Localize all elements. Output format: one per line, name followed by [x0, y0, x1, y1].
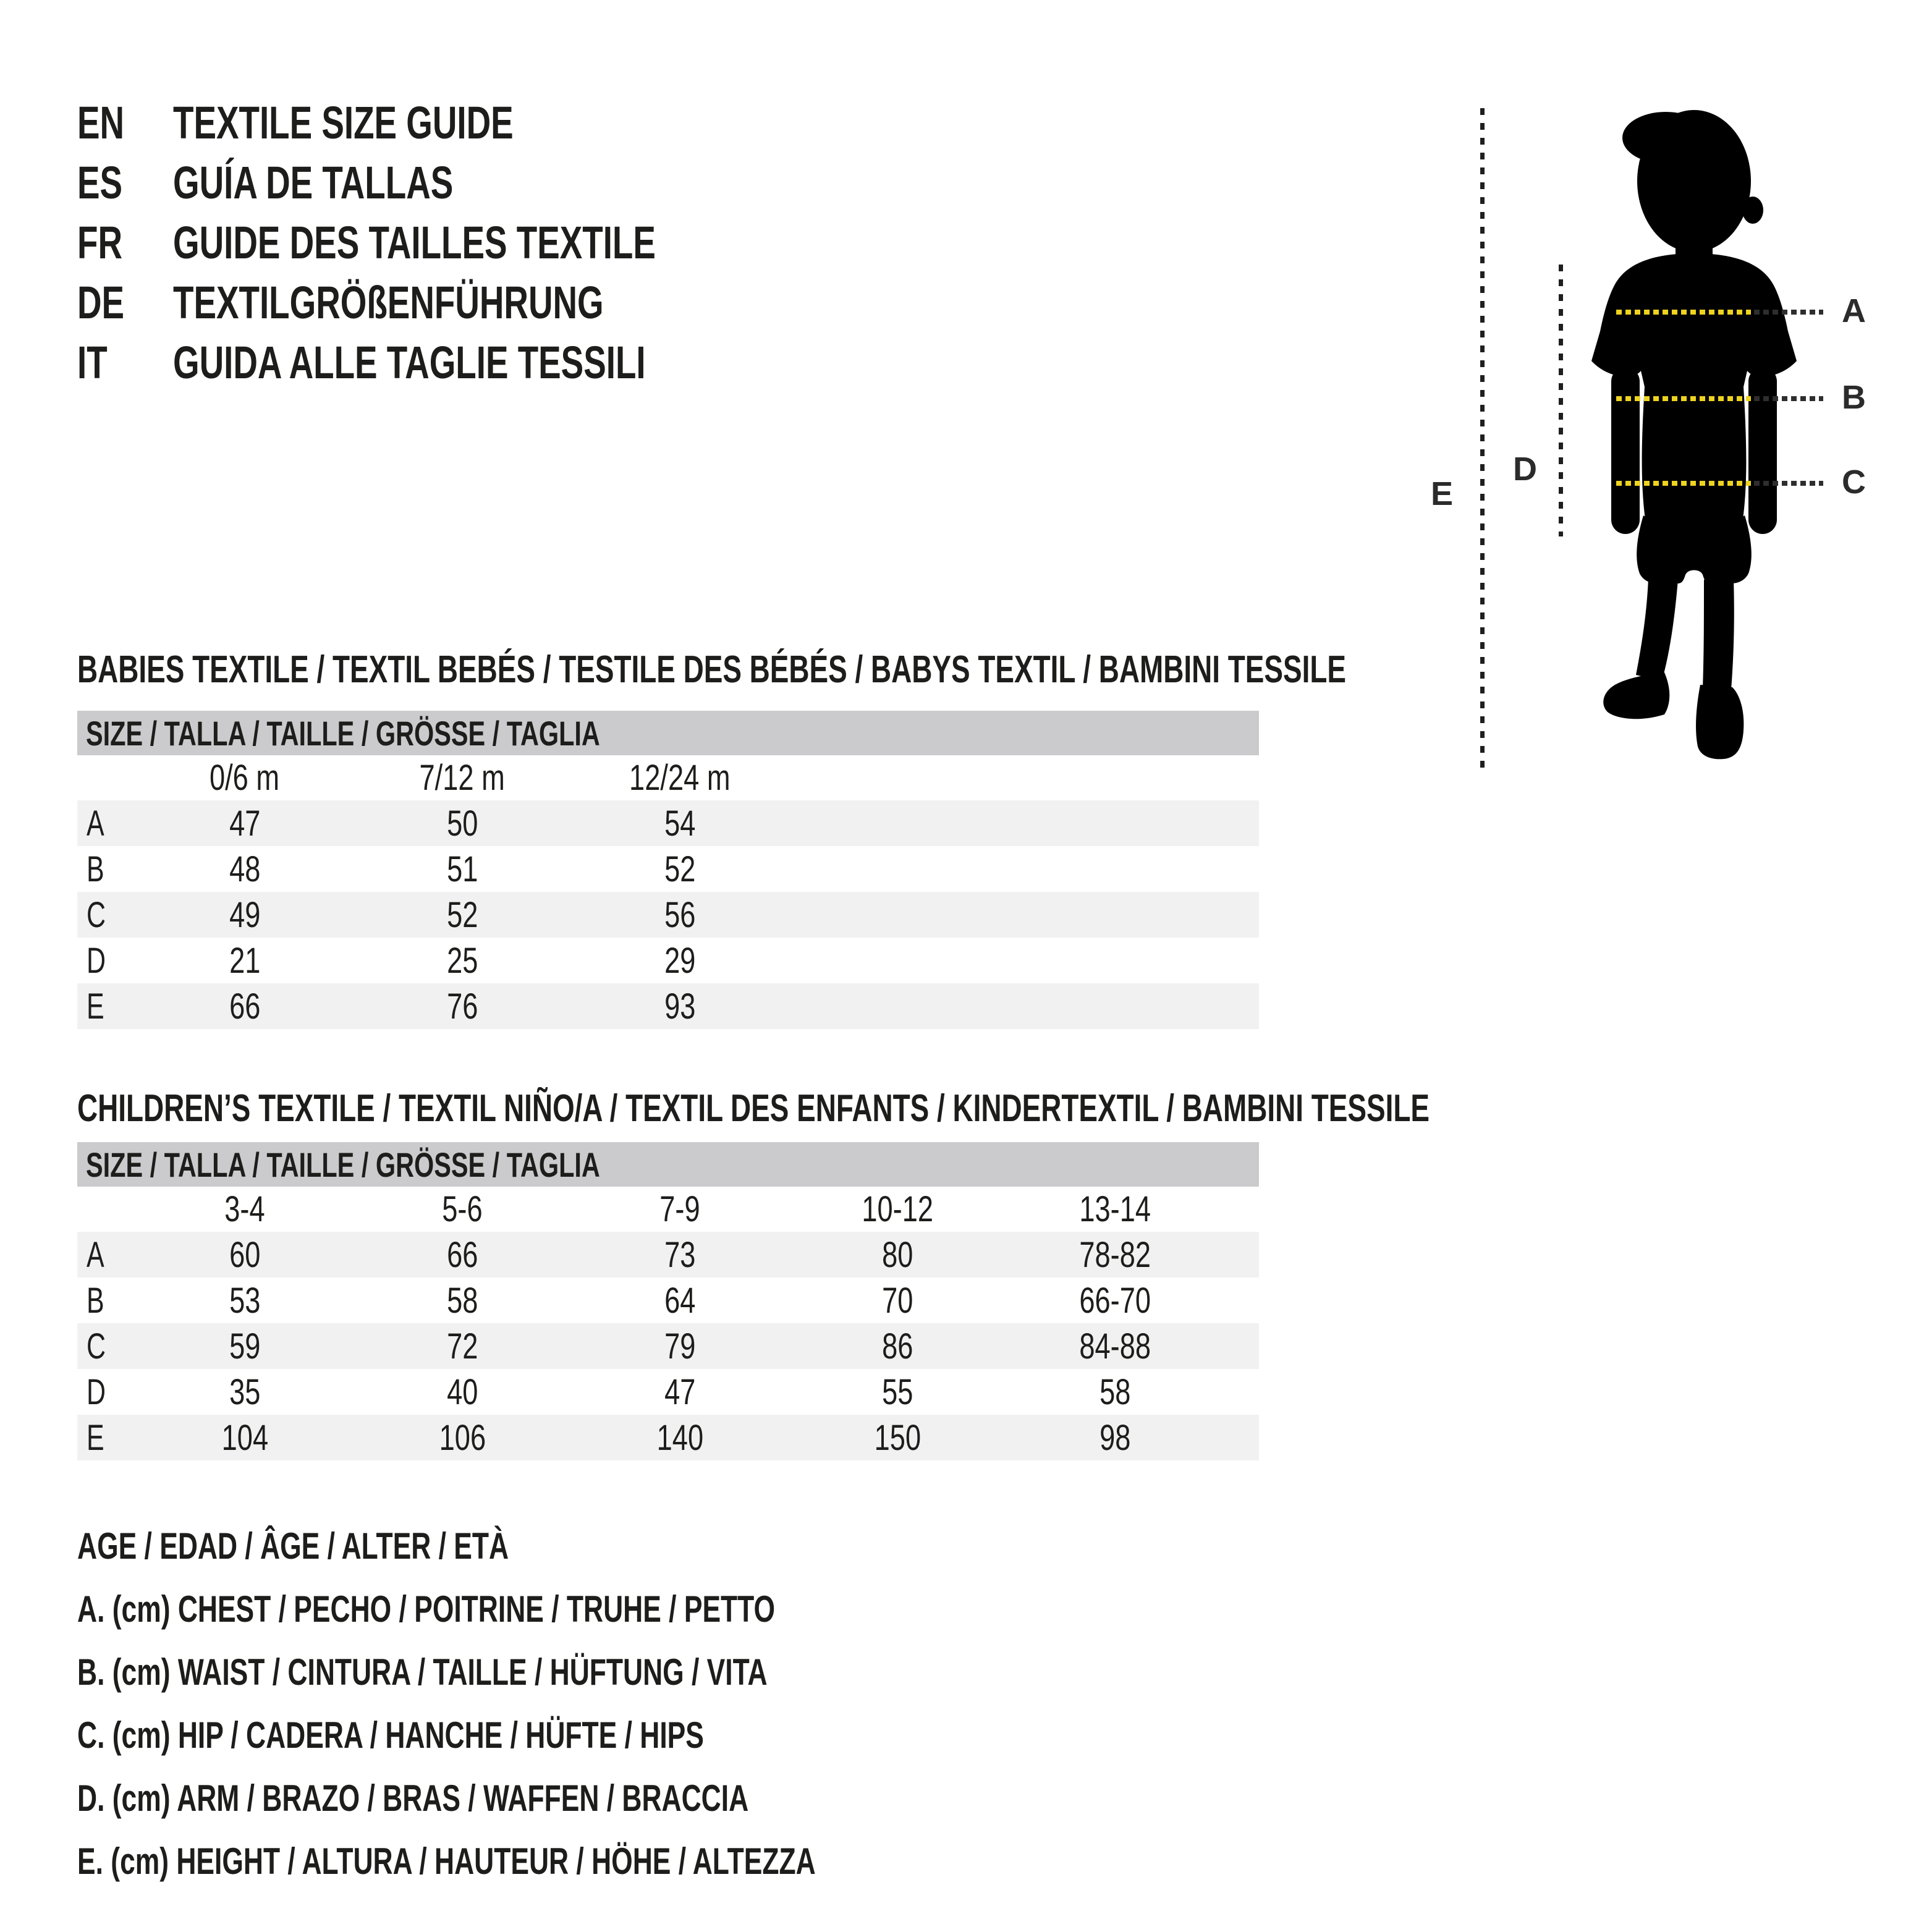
- measure-label-b: B: [1842, 379, 1866, 416]
- size-cell: 52: [446, 894, 478, 935]
- language-row: [77, 333, 825, 392]
- size-cell: 58: [446, 1280, 478, 1321]
- size-cell: 72: [446, 1326, 478, 1366]
- size-cell: 35: [229, 1371, 261, 1412]
- waist-measure-line-b: [1616, 396, 1751, 401]
- size-cell: 66-70: [1079, 1280, 1151, 1321]
- language-code: DE: [77, 277, 125, 328]
- column-header: 12/24 m: [629, 758, 731, 798]
- language-row: [77, 213, 825, 273]
- children-section-title: CHILDREN’S TEXTILE / TEXTIL NIÑO/A / TEXTIL DES ENFANTS / KINDERTEXTIL / BAMBINI TESSILE: [77, 1087, 1430, 1130]
- size-cell: 56: [664, 894, 696, 935]
- measurement-figure: [1409, 93, 1932, 810]
- column-header: 10-12: [862, 1189, 933, 1229]
- figure-label-d: D: [1513, 451, 1537, 488]
- size-header-label: SIZE / TALLA / TAILLE / GRÖSSE / TAGLIA: [86, 1145, 600, 1184]
- row-letter: D: [87, 940, 106, 981]
- language-code: EN: [77, 97, 125, 148]
- legend-line-age: AGE / EDAD / ÂGE / ALTER / ETÀ: [77, 1525, 509, 1567]
- size-cell: 79: [664, 1326, 696, 1366]
- size-cell: 80: [881, 1234, 913, 1275]
- size-cell: 66: [446, 1234, 478, 1275]
- size-cell: 50: [446, 803, 478, 844]
- size-cell: 70: [881, 1280, 913, 1321]
- size-cell: 73: [664, 1234, 696, 1275]
- language-code: ES: [77, 157, 123, 208]
- legend-line-a: A. (cm) CHEST / PECHO / POITRINE / TRUHE / PETTO: [77, 1588, 776, 1630]
- size-cell: 98: [1099, 1417, 1131, 1458]
- size-cell: 93: [664, 986, 696, 1027]
- row-letter: E: [87, 986, 104, 1027]
- legend-line-e: E. (cm) HEIGHT / ALTURA / HAUTEUR / HÖHE / ALTEZZA: [77, 1840, 816, 1882]
- size-cell: 51: [446, 849, 478, 889]
- size-cell: 58: [1099, 1371, 1131, 1412]
- size-cell: 48: [229, 849, 261, 889]
- figure-label-e: E: [1431, 475, 1454, 512]
- guide-title: GUÍA DE TALLAS: [173, 157, 454, 208]
- row-letter: A: [87, 803, 104, 844]
- size-cell: 150: [874, 1417, 921, 1458]
- row-letter: D: [87, 1371, 106, 1412]
- size-cell: 21: [229, 940, 261, 981]
- language-row: [77, 273, 825, 333]
- table-row: [77, 800, 1259, 846]
- size-cell: 40: [446, 1371, 478, 1412]
- table-row: [77, 892, 1259, 938]
- hip-measure-line-c: [1616, 481, 1751, 486]
- row-letter: C: [87, 1326, 106, 1366]
- size-cell: 86: [881, 1326, 913, 1366]
- measurement-legend: [77, 1514, 1075, 1892]
- chest-measure-leader-a: [1754, 310, 1823, 315]
- babies-section-title: BABIES TEXTILE / TEXTIL BEBÉS / TESTILE DES BÉBÉS / BABYS TEXTIL / BAMBINI TESSILE: [77, 648, 1346, 691]
- size-cell: 104: [221, 1417, 268, 1458]
- table-row: [77, 983, 1259, 1029]
- column-header: 13-14: [1079, 1189, 1151, 1229]
- waist-measure-leader-b: [1754, 396, 1823, 401]
- children-size-table: [77, 1142, 1259, 1460]
- table-row: [77, 846, 1259, 892]
- table-row: [77, 1323, 1259, 1369]
- guide-title: GUIDA ALLE TAGLIE TESSILI: [173, 337, 646, 388]
- size-cell: 49: [229, 894, 261, 935]
- column-header: 7-9: [659, 1189, 700, 1229]
- language-code: IT: [77, 337, 108, 388]
- table-header-bar: [77, 1142, 1259, 1187]
- size-cell: 60: [229, 1234, 261, 1275]
- guide-title: TEXTILGRÖßENFÜHRUNG: [173, 277, 604, 328]
- measure-label-c: C: [1842, 464, 1866, 501]
- column-header: 5-6: [442, 1189, 483, 1229]
- table-row: [77, 938, 1259, 983]
- size-header-label: SIZE / TALLA / TAILLE / GRÖSSE / TAGLIA: [86, 713, 600, 753]
- row-letter: A: [87, 1234, 104, 1275]
- size-cell: 66: [229, 986, 261, 1027]
- size-cell: 59: [229, 1326, 261, 1366]
- row-letter: E: [87, 1417, 104, 1458]
- guide-title: GUIDE DES TAILLES TEXTILE: [173, 217, 656, 268]
- table-header-bar: [77, 711, 1259, 755]
- guide-title: TEXTILE SIZE GUIDE: [173, 97, 514, 148]
- table-row: [77, 1232, 1259, 1277]
- row-letter: B: [87, 1280, 104, 1321]
- size-cell: 47: [664, 1371, 696, 1412]
- table-row: [77, 1277, 1259, 1323]
- row-letter: B: [87, 849, 104, 889]
- row-letter: C: [87, 894, 106, 935]
- size-cell: 53: [229, 1280, 261, 1321]
- size-cell: 47: [229, 803, 261, 844]
- arm-dotted-line-d: [1559, 265, 1563, 536]
- legend-line-c: C. (cm) HIP / CADERA / HANCHE / HÜFTE / HIPS: [77, 1714, 704, 1756]
- size-cell: 106: [439, 1417, 486, 1458]
- language-code: FR: [77, 217, 123, 268]
- size-cell: 78-82: [1079, 1234, 1151, 1275]
- size-cell: 54: [664, 803, 696, 844]
- hip-measure-leader-c: [1754, 481, 1823, 486]
- size-cell: 29: [664, 940, 696, 981]
- language-row: [77, 93, 825, 153]
- column-header: 3-4: [224, 1189, 265, 1229]
- legend-line-d: D. (cm) ARM / BRAZO / BRAS / WAFFEN / BRACCIA: [77, 1777, 749, 1819]
- babies-size-table: [77, 711, 1259, 1029]
- column-header-row: [77, 755, 1259, 800]
- column-header: 0/6 m: [210, 758, 280, 798]
- language-title-block: [77, 93, 825, 392]
- size-cell: 140: [656, 1417, 703, 1458]
- measure-label-a: A: [1842, 292, 1866, 329]
- chest-measure-line-a: [1616, 310, 1751, 315]
- size-cell: 52: [664, 849, 696, 889]
- size-cell: 55: [881, 1371, 913, 1412]
- column-header: 7/12 m: [419, 758, 506, 798]
- table-row: [77, 1415, 1259, 1460]
- language-row: [77, 153, 825, 213]
- size-cell: 64: [664, 1280, 696, 1321]
- size-cell: 84-88: [1079, 1326, 1151, 1366]
- column-header-row: [77, 1187, 1259, 1232]
- legend-line-b: B. (cm) WAIST / CINTURA / TAILLE / HÜFTUNG / VITA: [77, 1651, 768, 1693]
- size-cell: 76: [446, 986, 478, 1027]
- table-row: [77, 1369, 1259, 1415]
- size-cell: 25: [446, 940, 478, 981]
